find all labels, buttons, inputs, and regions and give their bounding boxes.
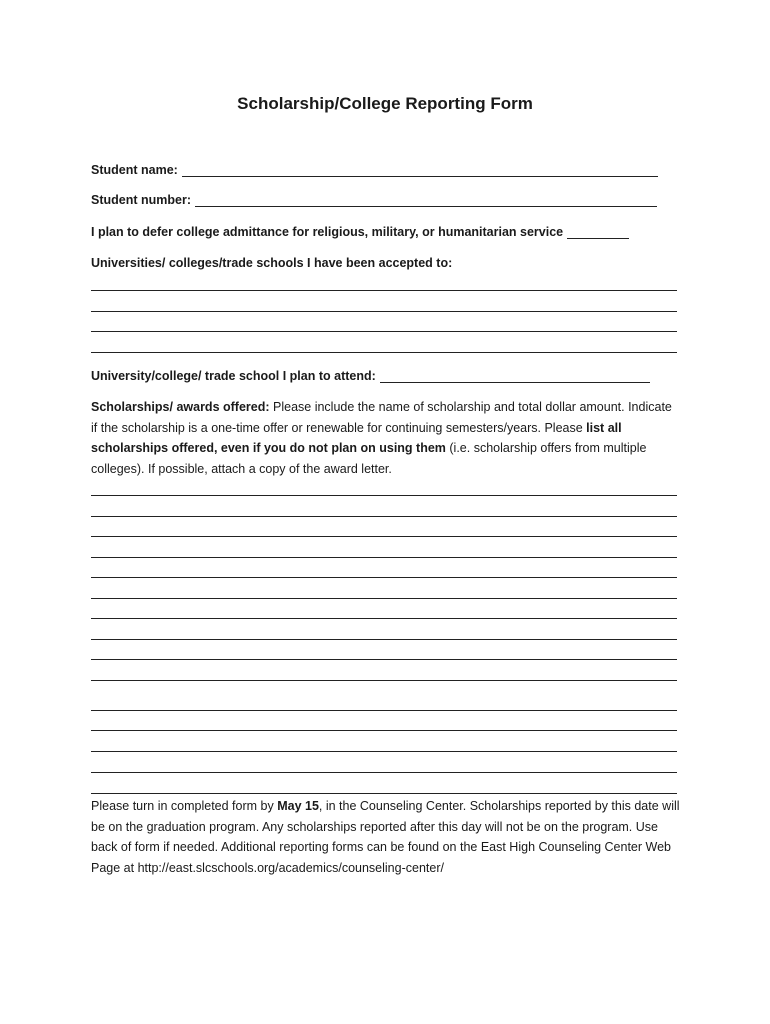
- accepted-label: Universities/ colleges/trade schools I have been accepted to:: [91, 256, 453, 270]
- accepted-row: [91, 256, 452, 270]
- scholarship-line[interactable]: [91, 516, 677, 517]
- student-name-label: Student name:: [91, 163, 178, 177]
- scholarship-line[interactable]: [91, 557, 677, 558]
- scholarship-line[interactable]: [91, 680, 677, 681]
- deadline-date: May 15: [277, 799, 319, 813]
- scholarship-line[interactable]: [91, 618, 677, 619]
- accepted-line[interactable]: [91, 311, 677, 312]
- student-number-field[interactable]: [195, 194, 657, 207]
- scholarships-emphasis: list all scholarships offered, even if you do not plan on using them: [91, 420, 622, 455]
- scholarship-line[interactable]: [91, 751, 677, 752]
- student-name-row: [91, 163, 658, 177]
- scholarship-line[interactable]: [91, 710, 677, 711]
- defer-label: I plan to defer college admittance for religious, military, or humanitarian service: [91, 225, 564, 239]
- student-number-row: [91, 193, 657, 207]
- scholarships-instructions: [91, 397, 681, 479]
- accepted-line[interactable]: [91, 352, 677, 353]
- scholarship-line[interactable]: [91, 495, 677, 496]
- scholarship-line[interactable]: [91, 598, 677, 599]
- scholarship-line[interactable]: [91, 659, 677, 660]
- scholarship-line[interactable]: [91, 536, 677, 537]
- scholarship-line[interactable]: [91, 730, 677, 731]
- student-name-field[interactable]: [182, 164, 658, 177]
- attend-row: [91, 369, 650, 383]
- attend-label: University/college/ trade school I plan to attend:: [91, 369, 376, 383]
- scholarships-text: (i.e. scholarship offers from multiple colleges). If possible, attach a copy of the award letter.: [91, 441, 647, 476]
- defer-field[interactable]: [567, 226, 629, 239]
- accepted-line[interactable]: [91, 290, 677, 291]
- form-title: Scholarship/College Reporting Form: [237, 94, 533, 113]
- attend-field[interactable]: [380, 370, 650, 383]
- scholarships-text: Please include the name of scholarship and total dollar amount. Indicate if the scholarship is a one-time offer or renewable for continuing semesters/years. Please: [91, 400, 672, 435]
- accepted-line[interactable]: [91, 331, 677, 332]
- footer-text: Please turn in completed form by: [91, 799, 278, 813]
- scholarship-line[interactable]: [91, 639, 677, 640]
- defer-row: [91, 225, 629, 239]
- scholarship-line[interactable]: [91, 772, 677, 773]
- submission-instructions: [91, 796, 681, 878]
- scholarships-heading: Scholarships/ awards offered:: [91, 400, 270, 414]
- scholarship-line[interactable]: [91, 793, 677, 794]
- footer-text: , in the Counseling Center. Scholarships reported by this date will be on the graduation program. Any scholarships reported after this day will not be on the program. Use back of form if needed. Additional reporting forms can be found on the East High Counseling Center Web Page at http://east.slcschools.org/academics/counseling-center/: [91, 799, 680, 875]
- student-number-label: Student number:: [91, 193, 191, 207]
- scholarship-line[interactable]: [91, 577, 677, 578]
